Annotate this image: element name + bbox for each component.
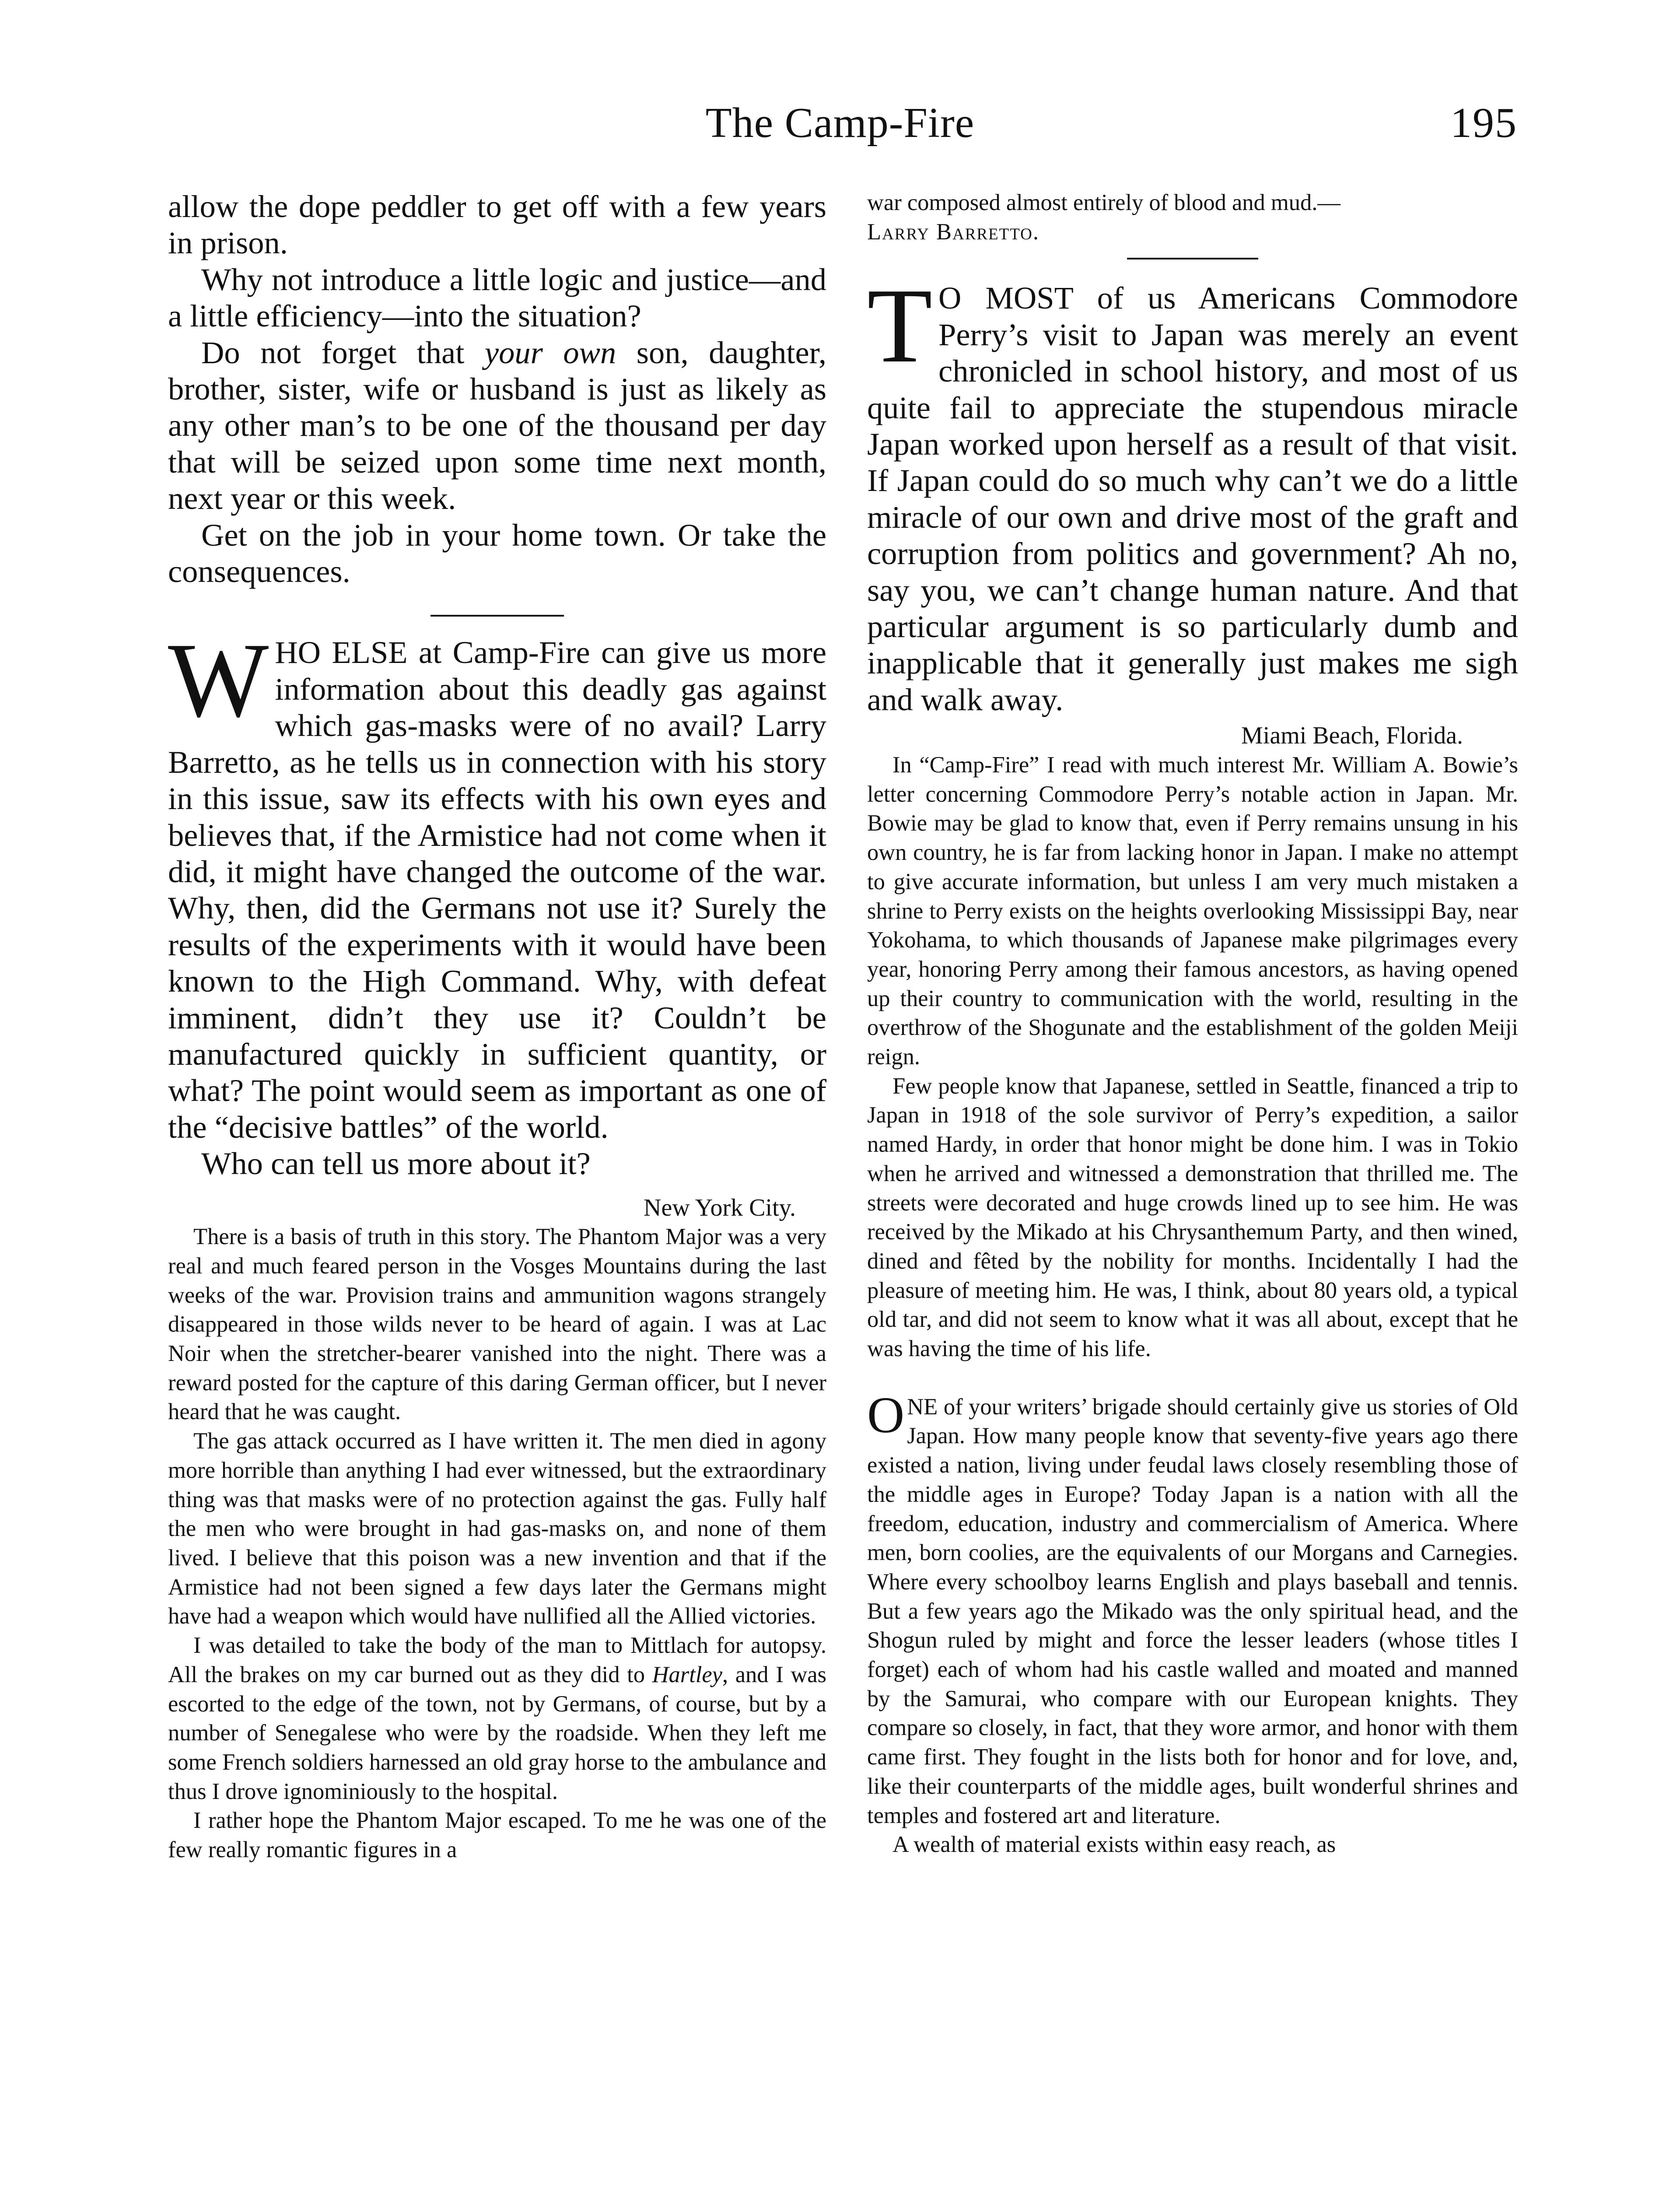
text-run: son, daughter, brother, sister, wife or husband is just as likely as any other man’s to be one of the thousand per day that will be seized upon some time next month, next year or this week.: [168, 334, 826, 516]
perry-section: [867, 266, 1518, 718]
text-run: , and I was escorted to the edge of the town, not by Germans, of course, but by a number of Senegalese who were by the roadside. When they left me some French soldiers harnessed an old gray horse to the ambulance and thus I drove ignominiously to the hospital.: [168, 1662, 826, 1804]
paragraph: allow the dope peddler to get off with a few years in prison.: [168, 189, 826, 261]
italic-text: your own: [484, 334, 616, 370]
paragraph: [867, 266, 1518, 718]
paragraph: I rather hope the Phantom Major escaped. To me he was one of the few really romantic figures in a: [168, 1808, 826, 1863]
editorial-intro: [168, 188, 826, 589]
paragraph: Why not introduce a little logic and justice—and a little efficiency—into the situation?: [168, 261, 826, 334]
text-run: NE of your writers’ brigade should certainly give us stories of Old Japan. How many people know that seventy-five years ago there existed a nation, living under feudal laws closely resembling those of the middle ages in Europe? Today Japan is a nation with all the freedom, education, industry and commercialism of America. Where men, born coolies, are the equivalents of our Morgans and Carnegies. Where every schoolboy learns English and plays baseball and tennis. But a few years ago the Mikado was the only spiritual head, and the Shogun ruled by might and force the lesser leaders (whose titles I forget) each of whom had his castle walled and moated and manned by the Samurai, who compare with our European knights. They compare so closely, in fact, that they wore armor, and honor with them came first. They fought in the lists both for honor and for love, and, like their counterparts of the middle ages, built wonderful shrines and temples and fostered art and literature.: [867, 1394, 1518, 1828]
drop-cap: W: [168, 621, 269, 740]
paragraph: war composed almost entirely of blood and mud.—: [867, 190, 1340, 215]
old-japan-letter: [867, 1386, 1518, 1859]
left-column: [168, 188, 826, 1865]
barretto-letter-end: [867, 188, 1518, 246]
section-divider: [1127, 258, 1258, 259]
paragraph: A wealth of material exists within easy reach, as: [892, 1832, 1336, 1858]
paragraph: [168, 334, 826, 517]
text-run: HO ELSE at Camp-Fire can give us more information about this deadly gas against which gas-masks were of no avail? Larry Barretto, as he tells us in connection with his story in this issue, saw its effects with his own eyes and believes that, if the Armistice had not come when it did, it might have changed the outcome of the war. Why, then, did the Germans not use it? Surely the results of the experiments with it would have been known to the High Command. Why, with defeat imminent, didn’t they use it? Couldn’t be manufactured quickly in sufficient quantity, or what? The point would seem as important as one of the “decisive battles” of the world.: [168, 635, 826, 1145]
paragraph: [867, 1386, 1518, 1830]
paragraph: There is a basis of truth in this story. The Phantom Major was a very real and much feared person in the Vosges Mountains during the last weeks of the war. Provision trains and ammunition wagons strangely disappeared in those wilds never to be heard of again. I was at Lac Noir when the stretcher-bearer vanished into the night. There was a reward posted for the capture of this daring German officer, but I never heard that he was caught.: [168, 1224, 826, 1425]
signature: Larry Barretto.: [867, 219, 1040, 245]
paragraph: In “Camp-Fire” I read with much interest Mr. William A. Bowie’s letter concerning Commodore Perry’s notable action in Japan. Mr. Bowie may be glad to know that, even if Perry remains unsung in his own country, he is far from lacking honor in Japan. I make no attempt to give accurate information, but unless I am very much mistaken a shrine to Perry exists on the heights overlooking Mississippi Bay, near Yokohama, to which thousands of Japanese make pilgrimages every year, honoring Perry among their famous ancestors, as having opened up their country to communication with the world, resulting in the overthrow of the Shogunate and the establishment of the golden Meiji reign.: [867, 752, 1518, 1070]
paragraph: Who can tell us more about it?: [201, 1146, 591, 1182]
letter-place: Miami Beach, Florida.: [1241, 722, 1463, 750]
running-title: The Camp-Fire: [705, 99, 975, 147]
drop-cap: T: [867, 266, 933, 385]
barretto-letter: [168, 1193, 826, 1865]
page-header: [0, 98, 1680, 155]
paragraph: [168, 621, 826, 1145]
gas-question-section: [168, 621, 826, 1182]
right-column: [867, 188, 1518, 1859]
paragraph: The gas attack occurred as I have written it. The men died in agony more horrible than anything I had ever witnessed, but the extraordinary thing was that masks were of no protection against the gas. Fully half the men who were brought in had gas-masks on, and none of them lived. I believe that this poison was a new invention and that if the Armistice had not been signed a few days later the Germans might have had a weapon which would have nullified all the Allied victories.: [168, 1428, 826, 1629]
paragraph: Few people know that Japanese, settled in Seattle, financed a trip to Japan in 1918 of the sole survivor of Perry’s expedition, a sailor named Hardy, in order that honor might be done him. I was in Tokio when he arrived and witnessed a demonstration that thrilled me. The streets were decorated and huge crowds lined up to see him. He was received by the Mikado at his Chrysanthemum Party, and then wined, dined and fêted by the nobility for months. Incidentally I had the pleasure of meeting him. He was, I think, about 80 years old, a typical old tar, and did not seem to know what it was all about, except that he was having the time of his life.: [867, 1073, 1518, 1362]
text-run: O MOST of us Americans Commodore Perry’s visit to Japan was merely an event chronicled in school history, and most of us quite fail to appreciate the stupendous miracle Japan worked upon herself as a result of that visit. If Japan could do so much why can’t we do a little miracle of our own and drive most of the graft and corruption from politics and government? Ah no, say you, we can’t change human nature. And that particular argument is so particularly dumb and inapplicable that it generally just makes me sigh and walk away.: [867, 280, 1518, 717]
miami-letter: [867, 721, 1518, 1363]
letter-place: New York City.: [644, 1194, 796, 1221]
text-run: I was detailed to take the body of the man to Mittlach for autopsy. All the brakes on my car burned out as they did to: [168, 1633, 826, 1687]
section-divider: [430, 615, 564, 617]
italic-text: Hartley: [652, 1662, 722, 1687]
page-number: 195: [1450, 99, 1517, 147]
paragraph: Get on the job in your home town. Or take the consequences.: [168, 517, 826, 589]
paragraph: [168, 1631, 826, 1806]
drop-cap: O: [867, 1386, 905, 1444]
text-run: Do not forget that: [201, 334, 485, 370]
